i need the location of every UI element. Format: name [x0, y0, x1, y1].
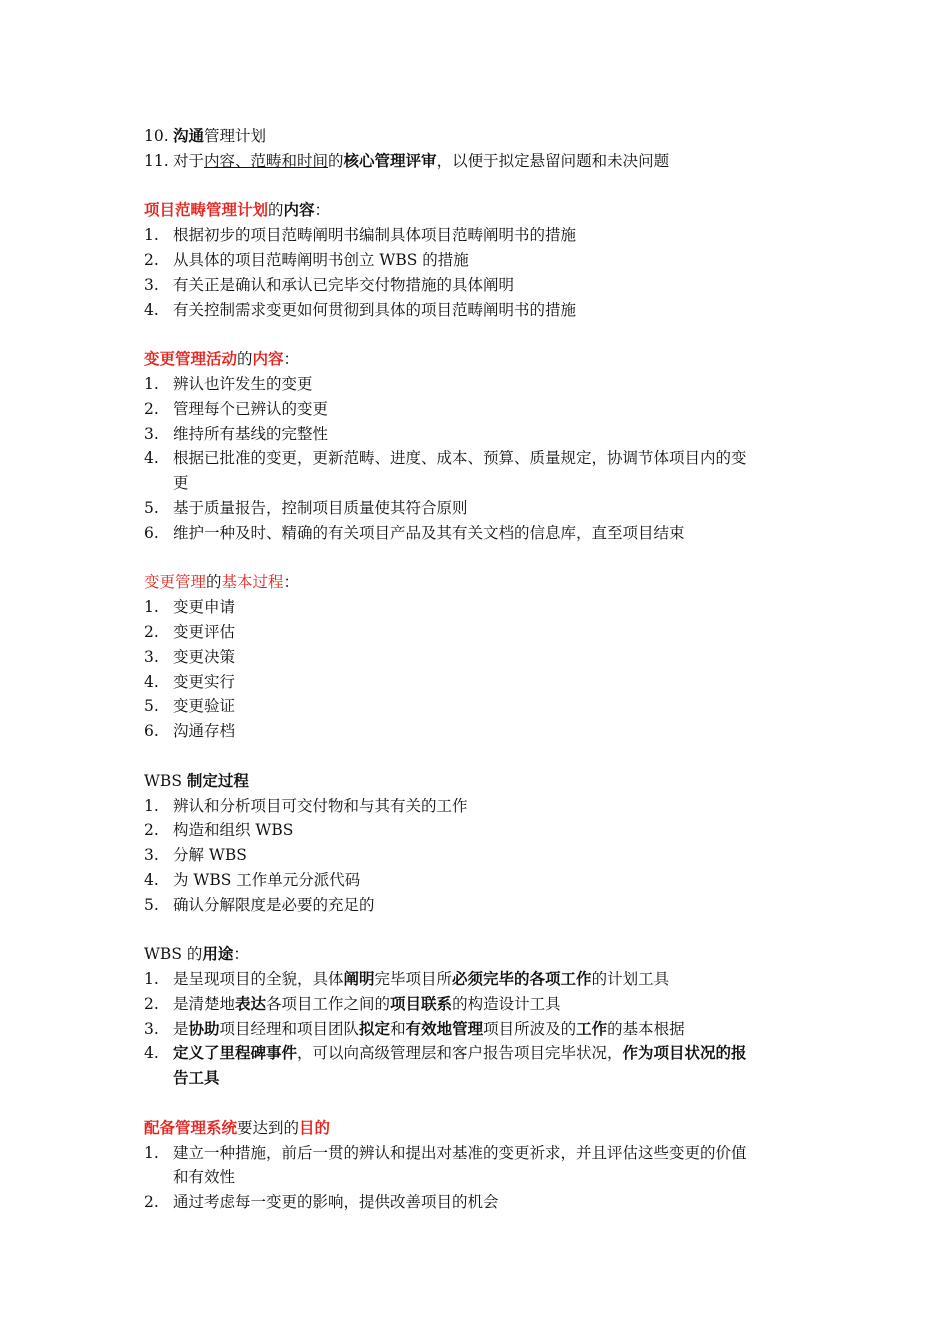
- numbered-list: [144, 595, 824, 744]
- text-run: 有效地管理: [405, 1018, 484, 1038]
- list-number: 4.: [144, 672, 159, 691]
- text-run: 变更管理活动: [144, 349, 238, 369]
- text-run: 确认分解限度是必要的充足的: [173, 895, 375, 914]
- list-number: 1.: [144, 1143, 159, 1162]
- list-item-text: [173, 967, 824, 992]
- list-item: [144, 1017, 824, 1042]
- list-number: 1.: [144, 226, 159, 245]
- list-item-text: [173, 372, 824, 397]
- list-item-text: [173, 223, 824, 248]
- list-item-text: [173, 670, 824, 695]
- list-item: [144, 719, 824, 744]
- list-number: 1.: [144, 796, 159, 815]
- list-item: [144, 843, 824, 868]
- list-item: [144, 372, 824, 397]
- list-item-text: [173, 149, 824, 174]
- list-number: 1.: [144, 598, 159, 617]
- list-item-text: [173, 843, 824, 868]
- list-item: [144, 298, 824, 323]
- list-number: 2.: [144, 250, 159, 269]
- paragraph-gap: [144, 918, 824, 943]
- text-run: 必须完毕的各项工作: [452, 969, 592, 989]
- list-item-text: [173, 298, 824, 323]
- text-run: 根据初步的项目范畴阐明书编制具体项目范畴阐明书的措施: [173, 226, 577, 245]
- list-item: [144, 124, 824, 149]
- text-run: 对于: [173, 151, 205, 170]
- section-heading-config-goal: [144, 1116, 824, 1141]
- list-item: [144, 521, 824, 546]
- text-run: 工作: [576, 1018, 608, 1038]
- text-run: 辨认也许发生的变更: [173, 374, 313, 393]
- text-run: 是: [173, 1019, 189, 1038]
- text-run: 配备管理系统: [144, 1117, 238, 1137]
- text-run: 变更申请: [173, 598, 236, 617]
- text-run: 管理计划: [204, 127, 267, 145]
- text-run: 是呈现项目的全貌，具体: [173, 970, 344, 989]
- text-run: 有关正是确认和承认已完毕交付物措施的具体阐明: [173, 275, 515, 294]
- list-number: 10.: [144, 127, 169, 145]
- list-item: [144, 694, 824, 719]
- list-item: [144, 992, 824, 1017]
- section-heading-scope-plan: [144, 198, 824, 223]
- list-item-text: [173, 1190, 824, 1215]
- numbered-list: [144, 223, 824, 322]
- text-run: 阐明: [343, 969, 375, 989]
- list-item: [144, 1141, 824, 1191]
- text-run: 是清楚地: [173, 994, 236, 1013]
- text-run: 内容: [252, 349, 284, 369]
- text-run: 维护一种及时、精确的有关项目产品及其有关文档的信息库，直至项目结束: [173, 523, 685, 542]
- text-run: 辨认和分析项目可交付物和与其有关的工作: [173, 796, 468, 815]
- list-item-text: [173, 992, 824, 1017]
- list-number: 6.: [144, 722, 159, 741]
- text-run: ：: [283, 573, 300, 592]
- text-run: 内容、范畴和时间: [204, 151, 329, 170]
- list-number: 4.: [144, 870, 159, 889]
- list-number: 4.: [144, 1044, 159, 1063]
- text-run: 项目所波及的: [483, 1019, 577, 1038]
- list-item-text: [173, 471, 824, 496]
- list-item: [144, 868, 824, 893]
- text-run: 协助: [188, 1018, 220, 1038]
- text-run: 为 WBS 工作单元分派代码: [173, 870, 361, 889]
- list-item-text: [173, 273, 824, 298]
- text-run: 建立一种措施，前后一贯的辨认和提出对基准的变更祈求，并且评估这些变更的价值: [173, 1143, 747, 1162]
- list-item: [144, 446, 824, 496]
- list-item-text: [173, 124, 824, 149]
- text-run: 沟通存档: [173, 722, 236, 741]
- text-run: ：: [283, 350, 300, 369]
- paragraph-gap: [144, 174, 824, 199]
- text-run: 告工具: [173, 1068, 220, 1088]
- text-run: 沟通: [173, 126, 205, 145]
- list-item: [144, 818, 824, 843]
- numbered-list: [144, 1141, 824, 1215]
- text-run: 要达到的: [237, 1118, 300, 1137]
- list-item-text: [173, 446, 824, 471]
- text-run: 项目联系: [390, 993, 453, 1013]
- list-number: 4.: [144, 300, 159, 319]
- list-number: 4.: [144, 449, 159, 468]
- list-item: [144, 248, 824, 273]
- list-item-text: [173, 248, 824, 273]
- text-run: ：: [314, 201, 331, 220]
- paragraph-gap: [144, 322, 824, 347]
- list-item: [144, 223, 824, 248]
- list-number: 3.: [144, 424, 159, 443]
- list-item-text: [173, 1141, 824, 1166]
- document-page: [144, 124, 824, 1215]
- text-run: 表达: [235, 993, 267, 1013]
- text-run: 的: [268, 201, 284, 220]
- list-item-text: [173, 694, 824, 719]
- text-run: WBS: [144, 771, 187, 790]
- list-item-text: [173, 893, 824, 918]
- list-item: [144, 967, 824, 992]
- text-run: 项目范畴管理计划: [144, 200, 269, 220]
- list-item: [144, 645, 824, 670]
- text-run: 变更管理: [144, 573, 207, 592]
- numbered-list: [144, 372, 824, 546]
- list-item: [144, 422, 824, 447]
- list-item-text: [173, 397, 824, 422]
- text-run: 目的: [299, 1117, 331, 1137]
- text-run: 变更实行: [173, 672, 236, 691]
- text-run: 的: [237, 350, 253, 369]
- list-number: 1.: [144, 970, 159, 989]
- text-run: 完毕项目所: [374, 970, 453, 989]
- text-run: ，以便于拟定悬留问题和未决问题: [436, 151, 670, 170]
- text-run: 变更验证: [173, 697, 236, 716]
- list-item-text: [173, 1165, 824, 1190]
- list-number: 3.: [144, 846, 159, 865]
- text-run: 项目经理和项目团队: [219, 1019, 360, 1038]
- section-heading-wbs-use: [144, 942, 824, 967]
- text-run: 根据已批准的变更，更新范畴、进度、成本、预算、质量规定，协调节体项目内的变: [173, 449, 747, 468]
- list-item-text: [173, 1041, 824, 1066]
- paragraph-gap: [144, 744, 824, 769]
- text-run: 用途: [202, 944, 234, 964]
- text-run: ：: [233, 945, 249, 964]
- list-number: 11.: [144, 151, 169, 170]
- list-item-text: [173, 818, 824, 843]
- text-run: 的基本根据: [607, 1019, 685, 1038]
- numbered-list: [144, 794, 824, 918]
- list-item-text: [173, 620, 824, 645]
- text-run: 定义了里程碑事件: [173, 1043, 298, 1063]
- list-item-text: [173, 1017, 824, 1042]
- list-item-text: [173, 422, 824, 447]
- list-number: 1.: [144, 374, 159, 393]
- list-item-text: [173, 1066, 824, 1091]
- text-run: 的: [206, 573, 222, 592]
- text-run: 基本过程: [221, 573, 284, 592]
- text-run: 作为项目状况的报: [622, 1043, 747, 1063]
- section-heading-wbs-process: [144, 769, 824, 794]
- text-run: 变更决策: [173, 647, 236, 666]
- text-run: 通过考虑每一变更的影响，提供改善项目的机会: [173, 1193, 499, 1212]
- list-item: [144, 893, 824, 918]
- list-number: 3.: [144, 647, 159, 666]
- list-number: 2.: [144, 622, 159, 641]
- list-item-text: [173, 521, 824, 546]
- list-number: 6.: [144, 523, 159, 542]
- list-item: [144, 496, 824, 521]
- list-number: 2.: [144, 994, 159, 1013]
- list-number: 2.: [144, 399, 159, 418]
- text-run: 更: [173, 474, 189, 493]
- text-run: 变更评估: [173, 622, 236, 641]
- list-number: 5.: [144, 498, 159, 517]
- text-run: 分解 WBS: [173, 846, 247, 865]
- list-number: 5.: [144, 895, 159, 914]
- text-run: 核心管理评审: [343, 150, 437, 170]
- list-item-text: [173, 595, 824, 620]
- list-item: [144, 595, 824, 620]
- paragraph-gap: [144, 1091, 824, 1116]
- list-item-text: [173, 496, 824, 521]
- text-run: 的: [328, 151, 344, 170]
- list-item: [144, 1041, 824, 1091]
- text-run: 和: [390, 1019, 406, 1038]
- numbered-list: [144, 967, 824, 1091]
- paragraph-gap: [144, 546, 824, 571]
- section-heading-change-process: [144, 570, 824, 595]
- list-item: [144, 620, 824, 645]
- list-item-text: [173, 719, 824, 744]
- text-run: 拟定: [359, 1018, 391, 1038]
- text-run: 从具体的项目范畴阐明书创立 WBS 的措施: [173, 250, 469, 269]
- list-item: [144, 149, 824, 174]
- text-run: 内容: [283, 200, 315, 220]
- text-run: 和有效性: [173, 1168, 236, 1187]
- list-number: 2.: [144, 821, 159, 840]
- list-item: [144, 273, 824, 298]
- list-item: [144, 670, 824, 695]
- list-item: [144, 397, 824, 422]
- list-number: 3.: [144, 1019, 159, 1038]
- list-item: [144, 1190, 824, 1215]
- text-run: ，可以向高级管理层和客户报告项目完毕状况，: [297, 1044, 623, 1063]
- text-run: 有关控制需求变更如何贯彻到具体的项目范畴阐明书的措施: [173, 300, 577, 319]
- text-run: 基于质量报告，控制项目质量使其符合原则: [173, 498, 468, 517]
- list-number: 3.: [144, 275, 159, 294]
- list-item-text: [173, 794, 824, 819]
- text-run: 制定过程: [186, 770, 249, 790]
- text-run: 构造和组织 WBS: [173, 821, 294, 840]
- list-number: 2.: [144, 1193, 159, 1212]
- list-item-text: [173, 645, 824, 670]
- list-item: [144, 794, 824, 819]
- text-run: WBS 的: [144, 945, 203, 964]
- text-run: 的计划工具: [591, 970, 670, 989]
- text-run: 的构造设计工具: [452, 994, 561, 1013]
- list-item-text: [173, 868, 824, 893]
- text-run: 管理每个已辨认的变更: [173, 399, 329, 418]
- section-heading-change-activities: [144, 347, 824, 372]
- text-run: 各项目工作之间的: [266, 994, 391, 1013]
- text-run: 维持所有基线的完整性: [173, 424, 329, 443]
- list-number: 5.: [144, 697, 159, 716]
